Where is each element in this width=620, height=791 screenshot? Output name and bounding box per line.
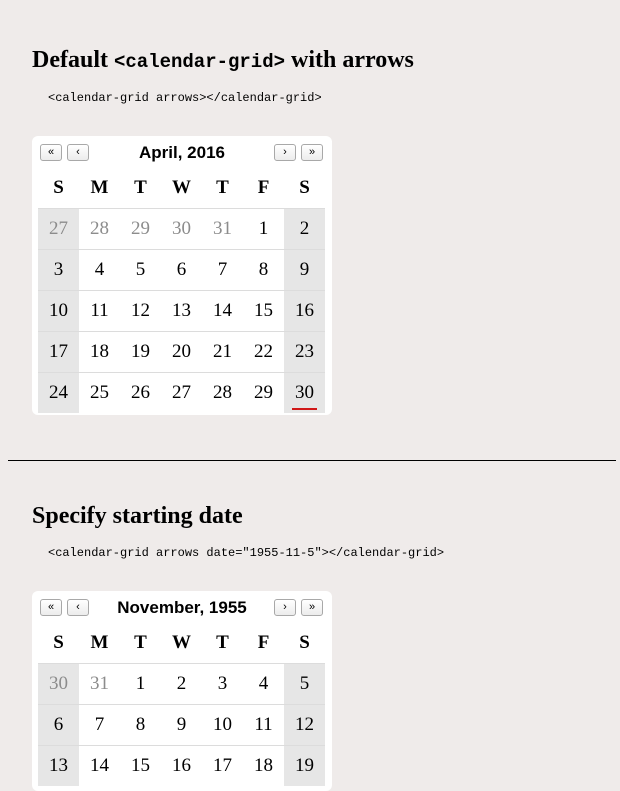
day-cell[interactable] (243, 705, 284, 746)
day-cell[interactable] (120, 209, 161, 250)
day-number: 13 (49, 755, 68, 776)
day-number: 31 (90, 673, 109, 694)
calendar-grid (32, 136, 332, 415)
weekday-label: F (257, 632, 270, 653)
day-cell[interactable] (38, 209, 79, 250)
day-cell[interactable] (38, 705, 79, 746)
calendar-grid (32, 591, 332, 791)
day-number: 11 (254, 714, 273, 735)
day-cell[interactable] (284, 291, 325, 332)
section-starting-date (32, 504, 243, 528)
day-cell[interactable] (284, 332, 325, 373)
calendar-header (32, 591, 332, 623)
day-number: 21 (213, 341, 232, 362)
day-number: 29 (254, 382, 273, 403)
day-number: 29 (131, 218, 150, 239)
week-row (38, 705, 325, 746)
day-cell[interactable] (79, 250, 120, 291)
day-number: 15 (254, 300, 273, 321)
day-number: 23 (295, 341, 314, 362)
weekday-label: M (90, 177, 109, 198)
day-cell[interactable] (202, 291, 243, 332)
heading-text-suffix: with arrows (285, 47, 414, 73)
day-number: 16 (172, 755, 191, 776)
day-cell[interactable] (161, 705, 202, 746)
code-sample: <calendar-grid arrows></calendar-grid> (48, 91, 322, 105)
day-number: 16 (295, 300, 314, 321)
day-cell[interactable] (120, 250, 161, 291)
day-number: 26 (131, 382, 150, 403)
day-number: 8 (258, 259, 269, 280)
day-number: 27 (49, 218, 68, 239)
prev-year-button[interactable]: « (40, 144, 62, 161)
day-number: 5 (135, 259, 146, 280)
calendar-table (38, 623, 325, 786)
day-cell[interactable] (161, 291, 202, 332)
weekday-header-row (38, 623, 325, 664)
day-number: 24 (49, 382, 68, 403)
day-number: 27 (172, 382, 191, 403)
day-cell[interactable] (161, 373, 202, 414)
day-number: 20 (172, 341, 191, 362)
day-cell[interactable] (243, 209, 284, 250)
day-number: 7 (94, 714, 105, 735)
day-cell[interactable] (243, 746, 284, 787)
weekday-label: S (299, 632, 310, 653)
day-cell[interactable] (202, 664, 243, 705)
calendar-body (38, 209, 325, 414)
day-cell[interactable] (38, 250, 79, 291)
day-number: 28 (90, 218, 109, 239)
day-cell[interactable] (202, 209, 243, 250)
day-number: 15 (131, 755, 150, 776)
day-cell[interactable] (120, 332, 161, 373)
day-cell[interactable] (202, 373, 243, 414)
day-cell[interactable] (79, 705, 120, 746)
day-number: 25 (90, 382, 109, 403)
day-cell[interactable] (284, 250, 325, 291)
day-number: 31 (213, 218, 232, 239)
calendar-body (38, 664, 325, 787)
month-title: November, 1955 (117, 598, 247, 617)
day-cell[interactable] (120, 291, 161, 332)
day-number: 19 (295, 755, 314, 776)
day-cell[interactable] (120, 746, 161, 787)
weekday-label: S (299, 177, 310, 198)
day-number: 3 (53, 259, 64, 280)
next-year-button[interactable]: » (301, 599, 323, 616)
day-number: 11 (90, 300, 109, 321)
day-cell[interactable] (202, 746, 243, 787)
day-number: 13 (172, 300, 191, 321)
day-cell[interactable] (161, 250, 202, 291)
day-cell[interactable] (284, 664, 325, 705)
today-cell[interactable] (284, 373, 325, 414)
day-number: 9 (176, 714, 187, 735)
day-number: 18 (90, 341, 109, 362)
day-cell[interactable] (284, 705, 325, 746)
day-number: 12 (295, 714, 314, 735)
code-sample: <calendar-grid arrows date="1955-11-5"></calendar-grid> (48, 546, 445, 560)
day-number: 28 (213, 382, 232, 403)
day-number: 30 (172, 218, 191, 239)
next-month-button[interactable]: › (274, 144, 296, 161)
calendar-table (38, 168, 325, 413)
day-cell[interactable] (38, 332, 79, 373)
section-heading (32, 48, 414, 72)
month-title: April, 2016 (139, 143, 225, 162)
day-number: 22 (254, 341, 273, 362)
week-row (38, 332, 325, 373)
day-cell[interactable] (120, 373, 161, 414)
day-cell[interactable] (202, 332, 243, 373)
heading-code: <calendar-grid> (113, 51, 286, 73)
day-cell[interactable] (284, 209, 325, 250)
week-row (38, 209, 325, 250)
day-number: 8 (135, 714, 146, 735)
next-year-button[interactable]: » (301, 144, 323, 161)
day-number: 10 (213, 714, 232, 735)
day-number: 1 (135, 673, 146, 694)
weekday-label: W (172, 632, 191, 653)
weekday-label: W (172, 177, 191, 198)
section-divider (8, 460, 616, 461)
day-cell[interactable] (120, 705, 161, 746)
day-cell[interactable] (79, 746, 120, 787)
week-row (38, 746, 325, 787)
section-heading: Specify starting date (32, 503, 243, 529)
day-cell[interactable] (38, 664, 79, 705)
day-number: 1 (258, 218, 269, 239)
day-number: 4 (94, 259, 105, 280)
weekday-header-row (38, 168, 325, 209)
week-row (38, 250, 325, 291)
day-number: 12 (131, 300, 150, 321)
day-number: 6 (53, 714, 64, 735)
week-row (38, 291, 325, 332)
day-number: 5 (299, 673, 310, 694)
day-number: 14 (213, 300, 232, 321)
day-number: 30 (292, 382, 317, 410)
day-cell[interactable] (38, 746, 79, 787)
weekday-label: T (134, 177, 147, 198)
day-number: 3 (217, 673, 228, 694)
day-number: 18 (254, 755, 273, 776)
day-cell[interactable] (38, 373, 79, 414)
calendar-header (32, 136, 332, 168)
week-row (38, 664, 325, 705)
day-cell[interactable] (202, 250, 243, 291)
prev-month-button[interactable]: ‹ (67, 144, 89, 161)
day-cell[interactable] (120, 664, 161, 705)
day-cell[interactable] (243, 373, 284, 414)
day-number: 2 (176, 673, 187, 694)
day-number: 19 (131, 341, 150, 362)
weekday-label: S (53, 632, 64, 653)
day-cell[interactable] (38, 291, 79, 332)
next-month-button[interactable]: › (274, 599, 296, 616)
day-cell[interactable] (79, 291, 120, 332)
day-number: 10 (49, 300, 68, 321)
day-number: 17 (213, 755, 232, 776)
weekday-label: T (134, 632, 147, 653)
day-cell[interactable] (243, 291, 284, 332)
day-cell[interactable] (161, 746, 202, 787)
day-number: 9 (299, 259, 310, 280)
day-cell[interactable] (161, 664, 202, 705)
day-cell[interactable] (161, 332, 202, 373)
day-number: 7 (217, 259, 228, 280)
heading-text: Default (32, 47, 114, 73)
week-row (38, 373, 325, 414)
day-number: 30 (49, 673, 68, 694)
day-cell[interactable] (79, 209, 120, 250)
day-cell[interactable] (284, 746, 325, 787)
weekday-label: F (257, 177, 270, 198)
prev-month-button[interactable]: ‹ (67, 599, 89, 616)
day-number: 17 (49, 341, 68, 362)
weekday-label: M (90, 632, 109, 653)
day-number: 4 (258, 673, 269, 694)
day-cell[interactable] (79, 664, 120, 705)
day-cell[interactable] (79, 373, 120, 414)
day-cell[interactable] (243, 332, 284, 373)
day-cell[interactable] (79, 332, 120, 373)
day-cell[interactable] (243, 250, 284, 291)
day-number: 2 (299, 218, 310, 239)
day-number: 14 (90, 755, 109, 776)
day-cell[interactable] (202, 705, 243, 746)
day-number: 6 (176, 259, 187, 280)
weekday-label: S (53, 177, 64, 198)
day-cell[interactable] (161, 209, 202, 250)
day-cell[interactable] (243, 664, 284, 705)
section-default (32, 48, 414, 72)
weekday-label: T (216, 632, 229, 653)
prev-year-button[interactable]: « (40, 599, 62, 616)
weekday-label: T (216, 177, 229, 198)
